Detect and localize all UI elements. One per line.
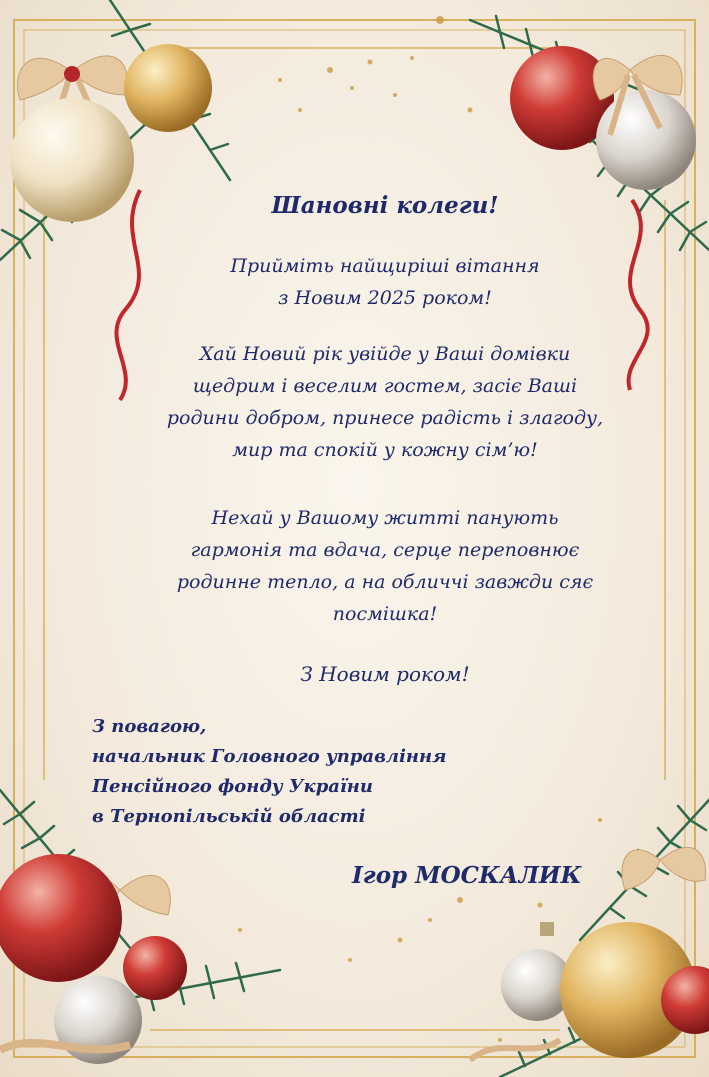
letter-closing: З Новим роком! [300, 662, 470, 686]
christmas-ornament-icon [123, 936, 187, 1000]
signature-line: Пенсійного фонду України [92, 776, 373, 797]
ribbon-icon [629, 200, 648, 390]
signature-line: начальник Головного управління [92, 746, 447, 767]
signature-line: в Тернопільській області [92, 806, 366, 827]
text-line: родини добром, принесе радість і злагоду, [166, 407, 604, 429]
text-line: Нехай у Вашому житті панують [211, 507, 559, 529]
text-line: щедрим і веселим гостем, засіє Ваші [192, 375, 578, 397]
text-line: Хай Новий рік увійде у Ваші домівки [199, 343, 571, 365]
christmas-ornament-icon [124, 44, 212, 132]
ribbon-bow-icon [622, 847, 706, 890]
letter-greeting: Шановні колеги! [271, 192, 499, 219]
christmas-ornament-icon [10, 98, 134, 222]
paragraph-harmony [140, 502, 630, 630]
text-line: Прийміть найщиріші вітання [230, 255, 540, 277]
text-line: посмішка! [332, 603, 438, 625]
ribbon-icon [116, 190, 140, 400]
christmas-ornament-icon [0, 854, 122, 982]
signature-line: З повагою, [92, 716, 207, 737]
signatory-name: Ігор МОСКАЛИК [352, 862, 582, 889]
christmas-ornament-icon [64, 66, 80, 82]
text-line: родинне тепло, а на обличчі завжди сяє [176, 571, 594, 593]
text-line: мир та спокій у кожну сім’ю! [232, 439, 538, 461]
text-line: гармонія та вдача, серце переповнює [190, 539, 580, 561]
paragraph-wishes [140, 338, 630, 466]
text-line: з Новим 2025 роком! [278, 287, 492, 309]
signature-block [92, 712, 447, 832]
paragraph-congratulations [140, 250, 630, 314]
